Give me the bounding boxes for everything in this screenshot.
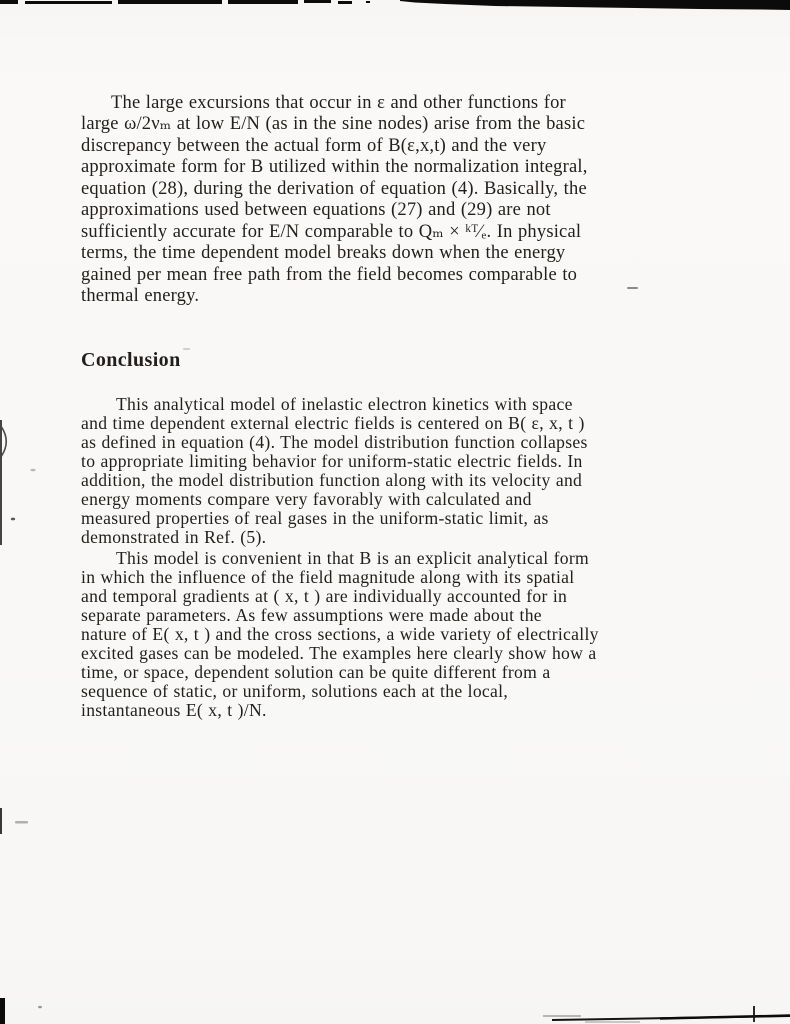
paragraph-conclusion-1	[81, 395, 588, 547]
text-line: demonstrated in Ref. (5).	[81, 526, 267, 547]
text-line: measured properties of real gases in the uniform-static limit, as	[81, 507, 549, 528]
text-line: This model is convenient in that B is an explicit analytical form	[116, 548, 590, 568]
text-line: sequence of static, or uniform, solutions each at the local,	[81, 680, 509, 701]
text-line: energy moments compare very favorably with calculated and	[81, 488, 532, 509]
text-line: approximations used between equations (27) and (29) are not	[81, 200, 551, 221]
text-line: large ω/2νₘ at low E/N (as in the sine nodes) arise from the basic	[81, 114, 586, 135]
text-line: approximate form for B utilized within the normalization integral,	[81, 157, 588, 178]
scan-artifact-top-edge	[0, 0, 790, 10]
text-line: separate parameters. As few assumptions were made about the	[81, 604, 542, 625]
section-heading-conclusion: Conclusion	[81, 349, 181, 371]
text-line: This analytical model of inelastic electron kinetics with space	[116, 394, 573, 414]
text-line: addition, the model distribution function along with its velocity and	[81, 469, 583, 490]
text-line: and time dependent external electric fields is centered on B( ε, x, t )	[81, 412, 585, 433]
text-line: instantaneous E( x, t )/N.	[81, 699, 267, 720]
text-line: discrepancy between the actual form of B(ε,x,t) and the very	[81, 135, 547, 156]
scan-artifact-left-edge	[0, 420, 2, 834]
text-line: excited gases can be modeled. The examples here clearly show how a	[81, 642, 597, 663]
text-line: equation (28), during the derivation of equation (4). Basically, the	[81, 178, 587, 199]
paragraph-discussion	[81, 93, 588, 308]
scan-artifact-bottom-left	[0, 998, 5, 1024]
paragraph-conclusion-2	[81, 549, 599, 720]
text-line: time, or space, dependent solution can be quite different from a	[81, 661, 551, 682]
text-line: as defined in equation (4). The model distribution function collapses	[81, 431, 588, 452]
text-line: The large excursions that occur in ε and other functions for	[111, 93, 566, 113]
text-line: to appropriate limiting behavior for uniform-static electric fields. In	[81, 450, 583, 471]
text-line: gained per mean free path from the field becomes comparable to	[81, 264, 578, 285]
text-line: sufficiently accurate for E/N comparable to Qₘ × ᵏᵀ⁄ₑ. In physical	[81, 221, 582, 242]
scan-artifact-bottom-right	[543, 1006, 790, 1023]
text-line: in which the influence of the field magnitude along with its spatial	[81, 566, 575, 587]
text-line: thermal energy.	[81, 286, 200, 307]
text-line: and temporal gradients at ( x, t ) are individually accounted for in	[81, 585, 568, 606]
text-line: terms, the time dependent model breaks down when the energy	[81, 243, 566, 264]
text-line: nature of E( x, t ) and the cross sections, a wide variety of electrically	[81, 623, 599, 644]
scan-artifact-paren-mark	[2, 427, 7, 456]
